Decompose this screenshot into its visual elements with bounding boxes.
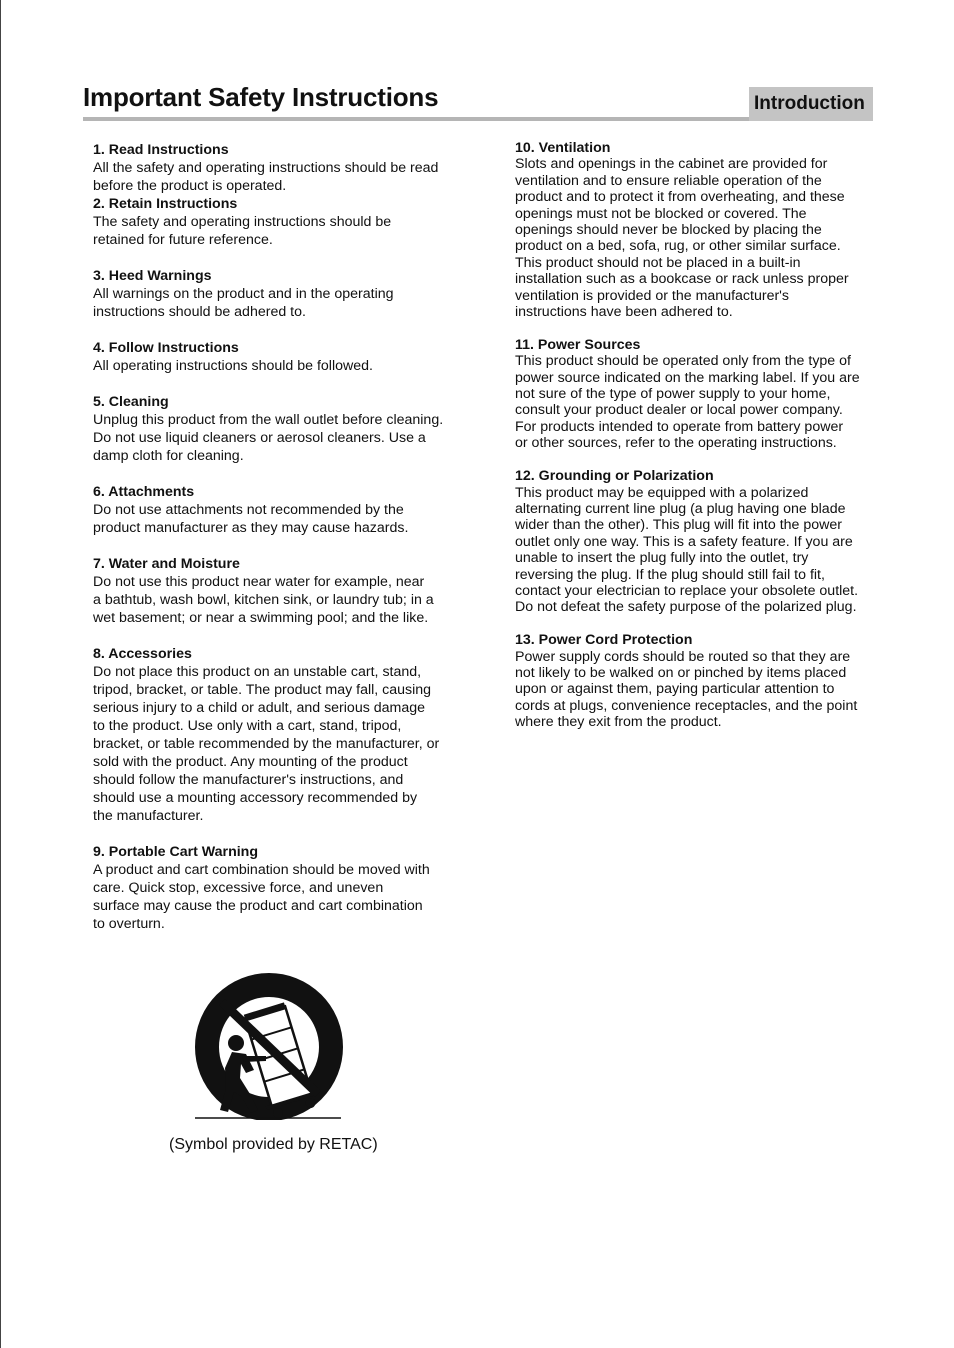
page-edge-rule: [0, 0, 1, 1348]
instruction-title: 5. Cleaning: [93, 394, 169, 410]
instruction-text: A product and cart combination should be moved with: [93, 862, 430, 878]
instruction-text: Do not use attachments not recommended by the: [93, 502, 404, 518]
instruction-text: retained for future reference.: [93, 232, 273, 248]
instruction-item: [93, 267, 473, 321]
instruction-item: [515, 468, 895, 616]
instruction-text: serious injury to a child or adult, and serious damage: [93, 700, 426, 716]
instruction-item: [93, 555, 473, 627]
instruction-title: 4. Follow Instructions: [93, 340, 239, 356]
instruction-item: [93, 645, 473, 825]
instruction-text: product manufacturer as they may cause hazards.: [93, 520, 409, 536]
instruction-item: [93, 141, 473, 195]
instruction-text: instructions should be adhered to.: [93, 304, 306, 320]
right-column: [515, 140, 895, 731]
instruction-text: consult your product dealer or local power company.: [515, 402, 843, 419]
instruction-text: not likely to be walked on or pinched by items placed: [515, 664, 847, 681]
section-badge: Introduction: [749, 87, 873, 121]
instruction-title: 2. Retain Instructions: [93, 196, 238, 212]
instruction-text: Do not place this product on an unstable cart, stand,: [93, 664, 422, 680]
instruction-text: care. Quick stop, excessive force, and uneven: [93, 880, 384, 896]
instruction-item: [93, 843, 473, 933]
instruction-text: product on a bed, sofa, rug, or other similar surface.: [515, 238, 841, 255]
instruction-text: where they exit from the product.: [515, 714, 722, 731]
instruction-text: cords at plugs, convenience receptacles, and the point: [515, 697, 858, 714]
instruction-text: tripod, bracket, or table. The product may fall, causing: [93, 682, 432, 698]
symbol-caption: (Symbol provided by RETAC): [169, 1136, 378, 1153]
instruction-text: damp cloth for cleaning.: [93, 448, 244, 464]
instruction-text: openings must not be blocked or covered. The: [515, 205, 807, 222]
instruction-text: alternating current line plug (a plug having one blade: [515, 500, 846, 517]
instruction-text: All the safety and operating instructions should be read: [93, 160, 439, 176]
instruction-text: This product may be equipped with a polarized: [515, 484, 809, 501]
instruction-text: All warnings on the product and in the operating: [93, 286, 394, 302]
instruction-title: 10. Ventilation: [515, 140, 611, 156]
instruction-text: This product should be operated only from the type of: [515, 353, 851, 370]
instruction-text: ventilation is provided or the manufacturer's: [515, 287, 789, 304]
instruction-text: to the product. Use only with a cart, stand, tripod,: [93, 718, 402, 734]
instruction-text: openings should never be blocked by placing the: [515, 222, 822, 239]
instruction-text: wet basement; or near a swimming pool; and the like.: [93, 610, 429, 626]
instruction-text: to overturn.: [93, 916, 165, 932]
instruction-text: product and to protect it from overheating, and these: [515, 189, 845, 206]
instruction-item: [93, 483, 473, 537]
instruction-text: outlet only one way. This is a safety feature. If you are: [515, 533, 853, 550]
instruction-text: Do not use this product near water for example, near: [93, 574, 425, 590]
instruction-text: reversing the plug. If the plug should still fail to fit,: [515, 566, 825, 583]
instruction-text: upon or against them, paying particular attention to: [515, 681, 835, 698]
page-title: Important Safety Instructions: [83, 82, 439, 112]
instruction-title: 1. Read Instructions: [93, 142, 229, 158]
instruction-title: 3. Heed Warnings: [93, 268, 212, 284]
instruction-item: [515, 140, 895, 320]
instruction-text: the manufacturer.: [93, 808, 204, 824]
instruction-text: ventilation and to ensure reliable operation of the: [515, 172, 822, 189]
instruction-text: This product should not be placed in a built-in: [515, 254, 801, 271]
instruction-text: All operating instructions should be followed.: [93, 358, 373, 374]
instruction-text: surface may cause the product and cart combination: [93, 898, 423, 914]
instruction-text: Do not use liquid cleaners or aerosol cleaners. Use a: [93, 430, 426, 446]
instruction-text: a bathtub, wash bowl, kitchen sink, or laundry tub; in a: [93, 592, 434, 608]
instruction-item: [93, 339, 473, 375]
instruction-text: or other sources, refer to the operating instructions.: [515, 435, 837, 452]
instruction-item: [93, 393, 473, 465]
instruction-text: instructions have been adhered to.: [515, 304, 733, 321]
instruction-item: [515, 337, 895, 452]
instruction-text: sold with the product. Any mounting of the product: [93, 754, 408, 770]
instruction-text: should follow the manufacturer's instructions, and: [93, 772, 404, 788]
instruction-text: For products intended to operate from battery power: [515, 418, 844, 435]
instruction-title: 13. Power Cord Protection: [515, 632, 693, 649]
instruction-title: 12. Grounding or Polarization: [515, 468, 714, 485]
instruction-text: installation such as a bookcase or rack unless proper: [515, 271, 849, 288]
instruction-title: 9. Portable Cart Warning: [93, 844, 259, 860]
instruction-text: before the product is operated.: [93, 178, 287, 194]
instruction-text: Slots and openings in the cabinet are provided for: [515, 156, 828, 173]
instruction-item: [515, 632, 895, 730]
left-column: [93, 141, 473, 933]
instruction-text: not sure of the type of power supply to your home,: [515, 386, 831, 403]
instruction-title: 7. Water and Moisture: [93, 556, 240, 572]
instruction-title: 8. Accessories: [93, 646, 192, 662]
instruction-text: should use a mounting accessory recommended by: [93, 790, 418, 806]
instruction-text: Power supply cords should be routed so that they are: [515, 648, 851, 665]
instruction-title: 6. Attachments: [93, 484, 195, 500]
instruction-text: The safety and operating instructions should be: [93, 214, 392, 230]
cart-tip-over-warning-icon: [192, 970, 344, 1125]
instruction-text: bracket, or table recommended by the manufacturer, or: [93, 736, 440, 752]
instruction-title: 11. Power Sources: [515, 336, 641, 353]
instruction-text: wider than the other). This plug will fit into the power: [515, 517, 843, 534]
instruction-text: contact your electrician to replace your obsolete outlet.: [515, 582, 859, 599]
instruction-text: power source indicated on the marking label. If you are: [515, 369, 860, 386]
instruction-text: unable to insert the plug fully into the outlet, try: [515, 550, 809, 567]
instruction-text: Unplug this product from the wall outlet before cleaning.: [93, 412, 444, 428]
instruction-text: Do not defeat the safety purpose of the polarized plug.: [515, 599, 857, 616]
instruction-item: [93, 195, 473, 249]
